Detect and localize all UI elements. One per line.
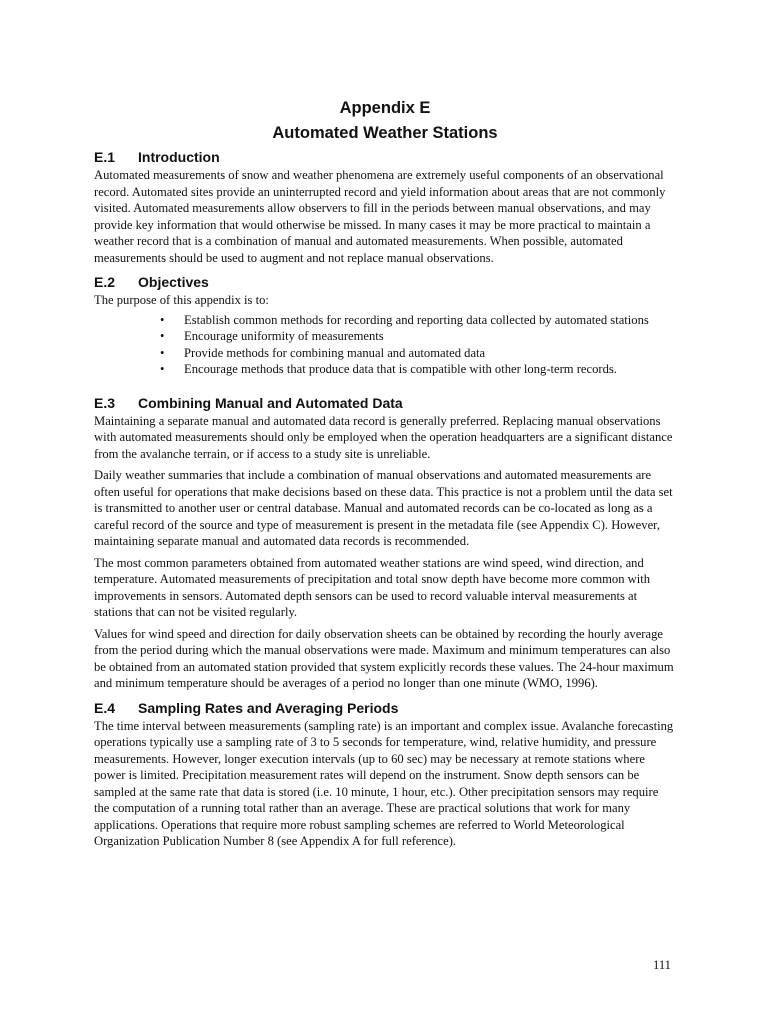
section-title: Sampling Rates and Averaging Periods: [138, 699, 399, 716]
section-combining-data: [94, 394, 676, 692]
list-item: • Encourage uniformity of measurements: [184, 328, 676, 345]
list-item: • Provide methods for combining manual and automated data: [184, 345, 676, 362]
section-objectives: [94, 273, 676, 378]
objectives-list: [94, 312, 676, 378]
document-page: [94, 96, 676, 850]
section-heading: [94, 148, 676, 167]
paragraph: The time interval between measurements (sampling rate) is an important and complex issue. Avalanche forecasting operations typically use a sampling rate of 3 to 5 seconds for temperature, wind, relative humidity, and pressure measurements. However, longer execution intervals (up to 60 sec) may be necessary at remote stations where power is limited. Precipitation measurement rates will depend on the instrument. Snow depth sensors can be sampled at the same rate that data is stored (i.e. 10 minute, 1 hour, etc.). Other precipitation sensors may require the computation of a running total rather than an average. These are practical solutions that work for many applications. Operations that require more robust sampling schemes are referred to World Meteorological Organization Publication Number 8 (see Appendix A for full reference).: [94, 718, 674, 848]
section-sampling-rates: [94, 699, 676, 850]
section-number: E.1: [94, 149, 116, 165]
paragraph: The purpose of this appendix is to:: [94, 293, 269, 307]
paragraph: Automated measurements of snow and weather phenomena are extremely useful components of an observational record. Automated sites provide an uninterrupted record and yield information about areas that are not commonly visited. Automated measurements allow observers to fill in the periods between manual observations, and may provide key information that would otherwise be missed. In many cases it may be more practical to maintain a weather record that is a combination of manual and automated measurements. When possible, automated measurements should be used to augment and not replace manual observations.: [94, 168, 666, 265]
section-introduction: [94, 148, 676, 266]
paragraph: Values for wind speed and direction for daily observation sheets can be obtained by recording the hourly average from the period during which the manual observations were made. Maximum and minimum temperatures can also be obtained from an automated station provided that system explicitly records these values. The 24-hour maximum and minimum temperature should be averages of a period no longer than one minute (WMO, 1996).: [94, 626, 674, 690]
appendix-label: Appendix E: [339, 99, 431, 117]
section-number: E.4: [94, 699, 116, 716]
section-title: Combining Manual and Automated Data: [138, 394, 403, 411]
paragraph: Daily weather summaries that include a combination of manual observations and automated measurements are often useful for operations that make decisions based on these data. This practice is not a problem until the data set is transmitted to another user or central database. Manual and automated records can be co-located as long as a careful record of the source and type of measurement is present in the metadata file (see Appendix C). However, maintaining separate manual and automated data records is recommended.: [94, 468, 673, 548]
section-heading: [94, 699, 676, 718]
section-heading: [94, 394, 676, 413]
paragraph: Maintaining a separate manual and automated data record is generally preferred. Replacing manual observations with automated measurements should only be employed when the operation headquarters are a significant distance from the avalanche terrain, or if access to a study site is unreliable.: [94, 413, 673, 461]
section-number: E.2: [94, 274, 116, 290]
list-item: • Establish common methods for recording and reporting data collected by automated stations: [184, 312, 676, 329]
page-title: Automated Weather Stations: [272, 124, 498, 142]
list-item: • Encourage methods that produce data that is compatible with other long-term records.: [184, 361, 676, 378]
section-number: E.3: [94, 394, 116, 411]
paragraph: The most common parameters obtained from automated weather stations are wind speed, wind direction, and temperature. Automated measurements of precipitation and total snow depth have become more common with improvements in sensors. Automated depth sensors can be used to record valuable interval measurements at stations that can not be visited regularly.: [94, 555, 651, 619]
page-number: 111: [653, 958, 671, 972]
section-heading: [94, 273, 676, 292]
section-title: Introduction: [138, 149, 220, 165]
section-title: Objectives: [138, 274, 209, 290]
